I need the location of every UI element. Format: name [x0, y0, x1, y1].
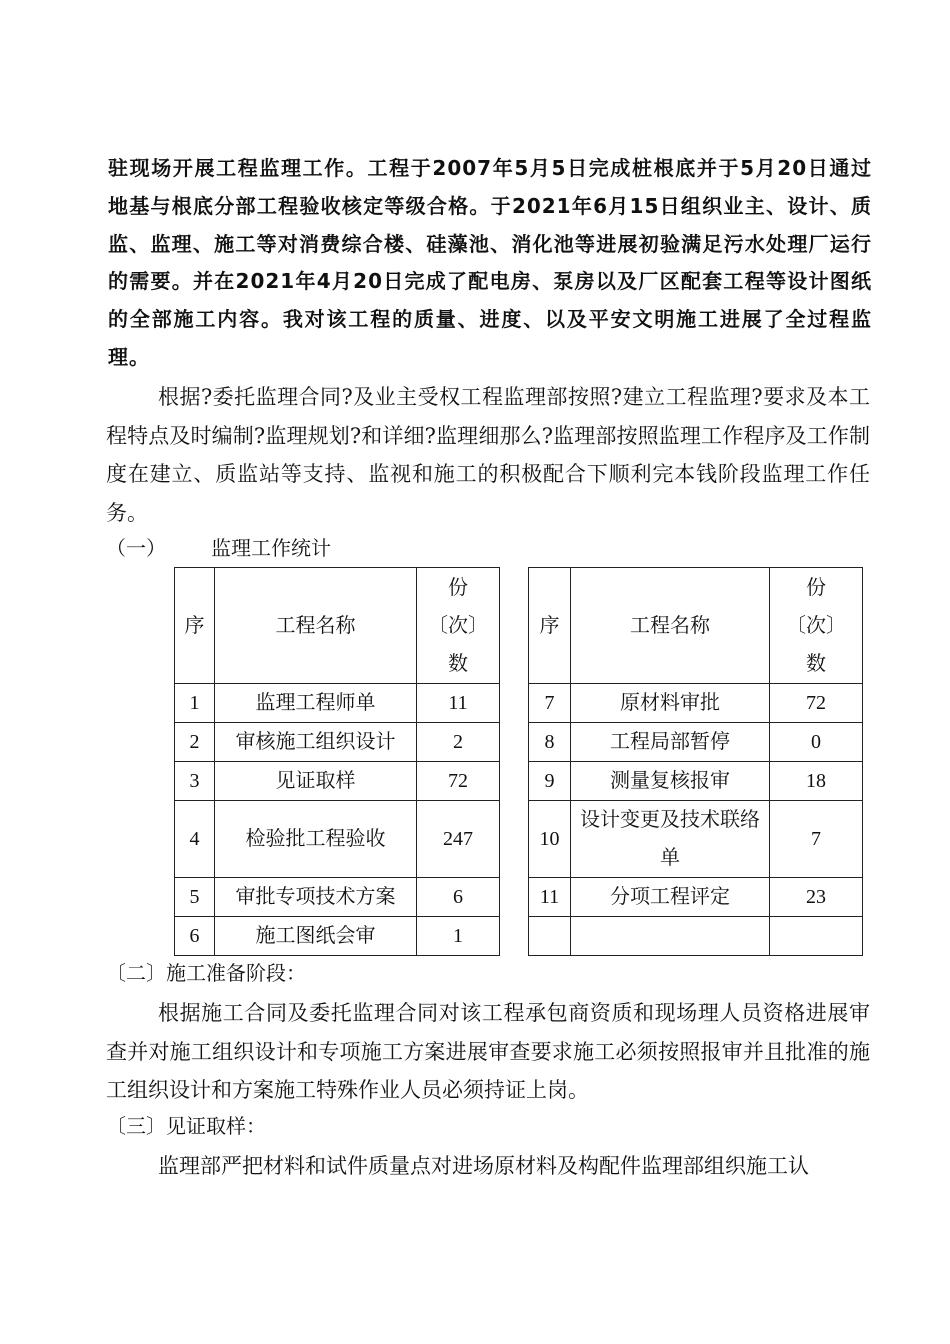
row-count: 247 — [417, 801, 500, 878]
row-name: 分项工程评定 — [571, 878, 770, 917]
header-count-line: 份 — [448, 576, 468, 599]
row-seq: 2 — [175, 723, 215, 762]
row-name: 工程局部暂停 — [571, 723, 770, 762]
row-name: 测量复核报审 — [571, 762, 770, 801]
row-seq: 9 — [529, 762, 571, 801]
header-count-line: 数 — [806, 652, 826, 675]
header-count-left — [417, 568, 500, 684]
row-name: 见证取样 — [215, 762, 417, 801]
row-count: 6 — [417, 878, 500, 917]
row-seq: 8 — [529, 723, 571, 762]
row-count: 72 — [770, 684, 863, 723]
header-count-line: 数 — [448, 652, 468, 675]
header-name-left: 工程名称 — [215, 568, 417, 684]
row-name: 设计变更及技术联络单 — [571, 801, 770, 878]
row-count: 1 — [417, 917, 500, 956]
row-count: 0 — [770, 723, 863, 762]
header-count-line: 〔次〕 — [428, 614, 488, 637]
header-count-line: 〔次〕 — [786, 614, 846, 637]
header-seq-right: 序 — [529, 568, 571, 684]
row-seq: 1 — [175, 684, 215, 723]
table-gap-column — [500, 568, 529, 956]
section1-title: 监理工作统计 — [211, 536, 331, 560]
row-seq: 4 — [175, 801, 215, 878]
row-name: 施工图纸会审 — [215, 917, 417, 956]
row-seq: 11 — [529, 878, 571, 917]
row-count: 7 — [770, 801, 863, 878]
row-seq: 6 — [175, 917, 215, 956]
header-count-line: 份 — [806, 576, 826, 599]
row-name — [571, 917, 770, 956]
header-seq-left: 序 — [175, 568, 215, 684]
section1-number: （一） — [106, 536, 166, 560]
row-name: 审核施工组织设计 — [215, 723, 417, 762]
header-count-right — [770, 568, 863, 684]
row-count: 72 — [417, 762, 500, 801]
row-name: 监理工程师单 — [215, 684, 417, 723]
row-count: 11 — [417, 684, 500, 723]
table-header-row — [175, 568, 863, 684]
row-name: 原材料审批 — [571, 684, 770, 723]
row-seq — [529, 917, 571, 956]
row-seq: 10 — [529, 801, 571, 878]
row-seq: 5 — [175, 878, 215, 917]
work-statistics-table — [174, 567, 863, 956]
intro-paragraph: 驻现场开展工程监理工作。工程于2007年5月5日完成桩根底并于5月20日通过地基与根底分部工程验收核定等级合格。于2021年6月15日组织业主、设计、质监、监理、施工等对消费综合楼、硅藻池、消化池等进展初验满足污水处理厂运行的需要。并在2021年4月20日完成了配电房、泵房以及厂区配套工程等设计图纸的全部施工内容。我对该工程的质量、进度、以及平安文明施工进展了全过程监理。 — [108, 156, 872, 369]
section1-heading — [106, 533, 331, 563]
basis-paragraph: 根据?委托监理合同?及业主受权工程监理部按照?建立工程监理?要求及本工程特点及时编制?监理规划?和详细?监理细那么?监理部按照监理工作程序及工作制度在建立、质监站等支持、监视和施工的积极配合下顺利完本钱阶段监理工作任务。 — [106, 385, 870, 525]
section3-paragraph: 监理部严把材料和试件质量点对进场原材料及构配件监理部组织施工认 — [158, 1154, 809, 1178]
header-name-right: 工程名称 — [571, 568, 770, 684]
row-name: 审批专项技术方案 — [215, 878, 417, 917]
section3-heading: 〔三〕见证取样： — [106, 1114, 266, 1138]
row-count: 2 — [417, 723, 500, 762]
row-seq: 7 — [529, 684, 571, 723]
row-count — [770, 917, 863, 956]
section2-paragraph: 根据施工合同及委托监理合同对该工程承包商资质和现场理人员资格进展审查并对施工组织设计和专项施工方案进展审查要求施工必须按照报审并且批准的施工组织设计和方案施工特殊作业人员必须持证上岗。 — [106, 1001, 870, 1102]
row-count: 23 — [770, 878, 863, 917]
section2-heading: 〔二〕施工准备阶段： — [106, 961, 306, 985]
row-name: 检验批工程验收 — [215, 801, 417, 878]
row-count: 18 — [770, 762, 863, 801]
row-seq: 3 — [175, 762, 215, 801]
